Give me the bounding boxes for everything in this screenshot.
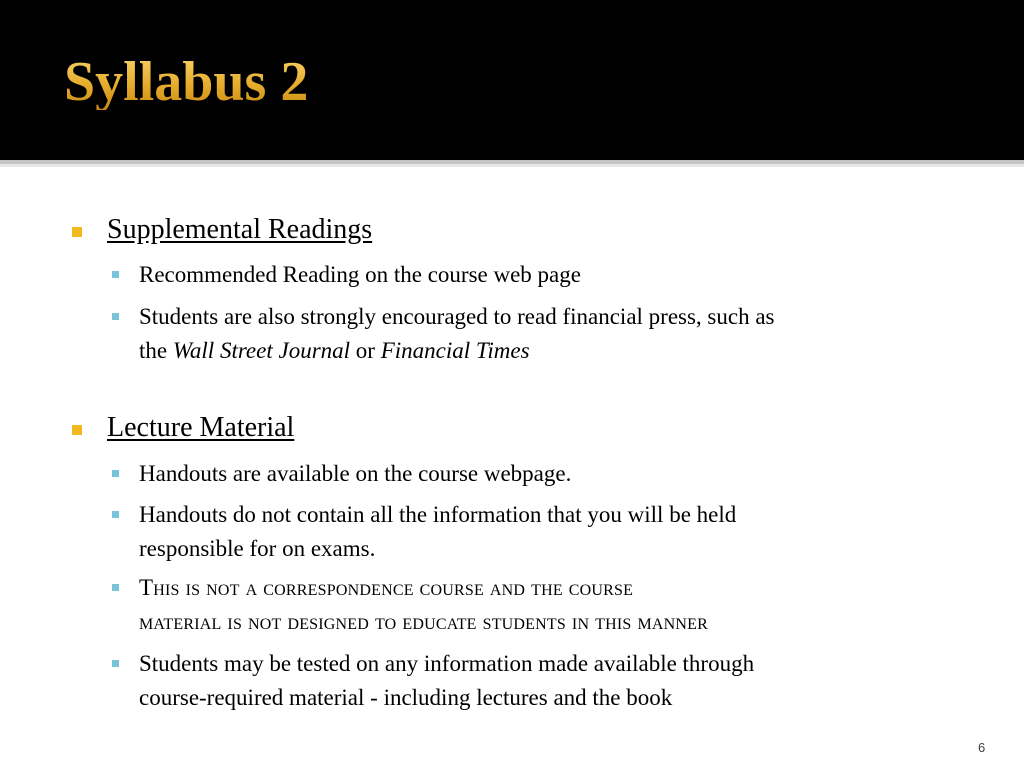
list-item-line: course-required material - including lectures and the book [139,685,673,710]
square-bullet-icon [72,227,82,237]
list-item-line [139,334,979,368]
square-bullet-icon [112,271,119,278]
section-heading-supplemental-readings [107,216,372,244]
square-bullet-icon [112,313,119,320]
list-item-text: Recommended Reading on the course web page [139,262,581,287]
square-bullet-icon [112,660,119,667]
list-item-line: This is not a correspondence course and the course [139,575,634,600]
square-bullet-icon [112,584,119,591]
list-item [139,498,979,566]
publication-name: Financial Times [380,338,530,363]
list-item-line: Students may be tested on any information made available through [139,651,755,676]
square-bullet-icon [112,511,119,518]
slide-title: Syllabus 2 [64,51,309,113]
list-item-line: Handouts do not contain all the information that you will be held [139,502,737,527]
list-item-text: the [139,338,173,363]
section-heading-text: Lecture Material [107,412,295,443]
list-item-line: responsible for on exams. [139,536,376,561]
list-item-text: or [350,338,381,363]
page-number: 6 [978,740,986,755]
list-item [139,457,979,491]
section-heading-text: Supplemental Readings [107,214,373,245]
list-item-line: material is not designed to educate students in this manner [139,609,709,634]
list-item [139,647,979,715]
square-bullet-icon [72,425,82,435]
list-item [139,300,979,368]
square-bullet-icon [112,470,119,477]
list-item-line: Students are also strongly encouraged to read financial press, such as [139,304,775,329]
list-item [139,258,979,292]
list-item [139,571,979,639]
section-heading-lecture-material [107,414,294,442]
publication-name: Wall Street Journal [172,338,351,363]
list-item-text: Handouts are available on the course webpage. [139,461,572,486]
